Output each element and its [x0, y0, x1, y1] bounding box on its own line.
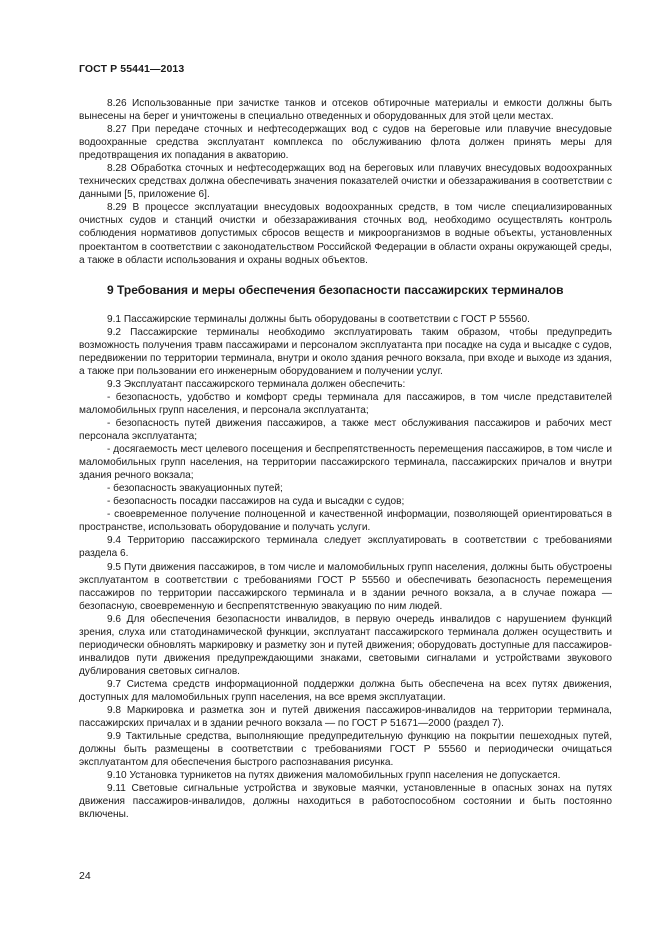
paragraph-9-5: 9.5 Пути движения пассажиров, в том числе и маломобильных групп населения, должны быть обустроены эксплуатантом в соответствии с требованиями ГОСТ Р 55560 и обеспечивать безопасность перемещения пассажиров по территории пассажирского терминала и в здании речного вокзала, а в случае пожара — безопасную, своевременную и беспрепятственную эвакуацию по ним людей. — [79, 561, 612, 612]
list-item-9-3-6: - своевременное получение полноценной и качественной информации, позволяющей ориентироваться в пространстве, использовать оборудование и получать услуги. — [79, 509, 612, 534]
paragraph-9-6: 9.6 Для обеспечения безопасности инвалидов, в первую очередь инвалидов с нарушением функций зрения, слуха или статодинамической функции, эксплуатант пассажирского терминала должен осуществить и периодически обновлять маркировку и разметку зон и путей движения; оборудовать доступные для пассажиров-инвалидов пути движения предупреждающими знаками, световыми сигналами и устройствами звукового дублирования световых сигналов. — [79, 613, 612, 677]
paragraph-8-29: 8.29 В процессе эксплуатации внесудовых водоохранных средств, в том числе специализированных очистных судов и станций очистки и обеззараживания сточных вод, необходимо осуществлять контроль соблюдения нормативов допустимых сбросов веществ и микроорганизмов в водные объекты, установленных проектантом в соответствии с законодательством Российской Федерации в области охраны окружающей среды, а также в области использования и охраны водных объектов. — [79, 202, 612, 266]
paragraph-8-28: 8.28 Обработка сточных и нефтесодержащих вод на береговых или плавучих внесудовых водоохранных технических средствах должна обеспечивать значения показателей очистки и обеззараживания в соответствии с данными [5, приложение 6]. — [79, 163, 612, 201]
paragraph-9-2: 9.2 Пассажирские терминалы необходимо эксплуатировать таким образом, чтобы предупредить возможность получения травм пассажирами и персоналом эксплуатанта при посадке на суда и высадке с судов, передвижении по территории терминала, внутри и около здания речного вокзала, при входе и выходе из здания, а также при пользовании его инженерным оборудованием и получении услуг. — [79, 326, 612, 377]
paragraph-9-10: 9.10 Установка турникетов на путях движения маломобильных групп населения не допускается. — [107, 770, 561, 782]
paragraph-8-27: 8.27 При передаче сточных и нефтесодержащих вод с судов на береговые или плавучие внесудовые водоохранные средства эксплуатант комплекса по обслуживанию флота должен принять меры для предотвращения их попадания в акваторию. — [79, 124, 612, 162]
paragraph-9-1: 9.1 Пассажирские терминалы должны быть оборудованы в соответствии с ГОСТ Р 55560. — [107, 313, 530, 325]
list-item-9-3-2: - безопасность путей движения пассажиров, а также мест обслуживания пассажиров и рабочих мест персонала эксплуатанта; — [79, 417, 612, 443]
list-item-9-3-3: - досягаемость мест целевого посещения и беспрепятственность перемещения пассажиров, в том числе и маломобильных групп населения, на территории пассажирского терминала, пассажирских причалов и внутри здания речного вокзала; — [79, 444, 612, 482]
paragraph-9-11: 9.11 Световые сигнальные устройства и звуковые маячки, установленные в опасных зонах на путях движения пассажиров-инвалидов, должны находиться в работоспособном состоянии и быть постоянно включены. — [79, 783, 612, 821]
document-header: ГОСТ Р 55441—2013 — [79, 63, 185, 75]
paragraph-9-9: 9.9 Тактильные средства, выполняющие предупредительную функцию на покрытии пешеходных путей, должны быть размещены в соответствии с требованиями ГОСТ Р 55560 и периодически очищаться эксплуатантом для обеспечения быстрого распознавания рисунка. — [79, 731, 612, 769]
list-item-9-3-5: - безопасность посадки пассажиров на суда и высадки с судов; — [107, 496, 405, 508]
paragraph-9-4: 9.4 Территорию пассажирского терминала следует эксплуатировать в соответствии с требованиями раздела 6. — [79, 535, 612, 560]
paragraph-8-26: 8.26 Использованные при зачистке танков и отсеков обтирочные материалы и емкости должны быть вынесены на берег и уничтожены в специально отведенных и оборудованных для этой цели местах. — [79, 98, 612, 123]
paragraph-9-7: 9.7 Система средств информационной поддержки должна быть обеспечена на всех путях движения, доступных для маломобильных групп населения, на все время эксплуатации. — [79, 678, 612, 703]
list-item-9-3-1: - безопасность, удобство и комфорт среды терминала для пассажиров, в том числе представителей маломобильных групп населения, и персонала эксплуатанта; — [79, 391, 612, 416]
document-body — [79, 97, 612, 821]
list-item-9-3-4: - безопасность эвакуационных путей; — [107, 483, 283, 495]
paragraph-9-3: 9.3 Эксплуатант пассажирского терминала должен обеспечить: — [107, 378, 406, 390]
page-number: 24 — [79, 870, 91, 882]
section-9-heading: 9 Требования и меры обеспечения безопасности пассажирских терминалов — [107, 282, 564, 297]
paragraph-9-8: 9.8 Маркировка и разметка зон и путей движения пассажиров-инвалидов на территории терминала, пассажирских причалах и в здании речного вокзала — по ГОСТ Р 51671—2000 (раздел 7). — [79, 705, 612, 730]
